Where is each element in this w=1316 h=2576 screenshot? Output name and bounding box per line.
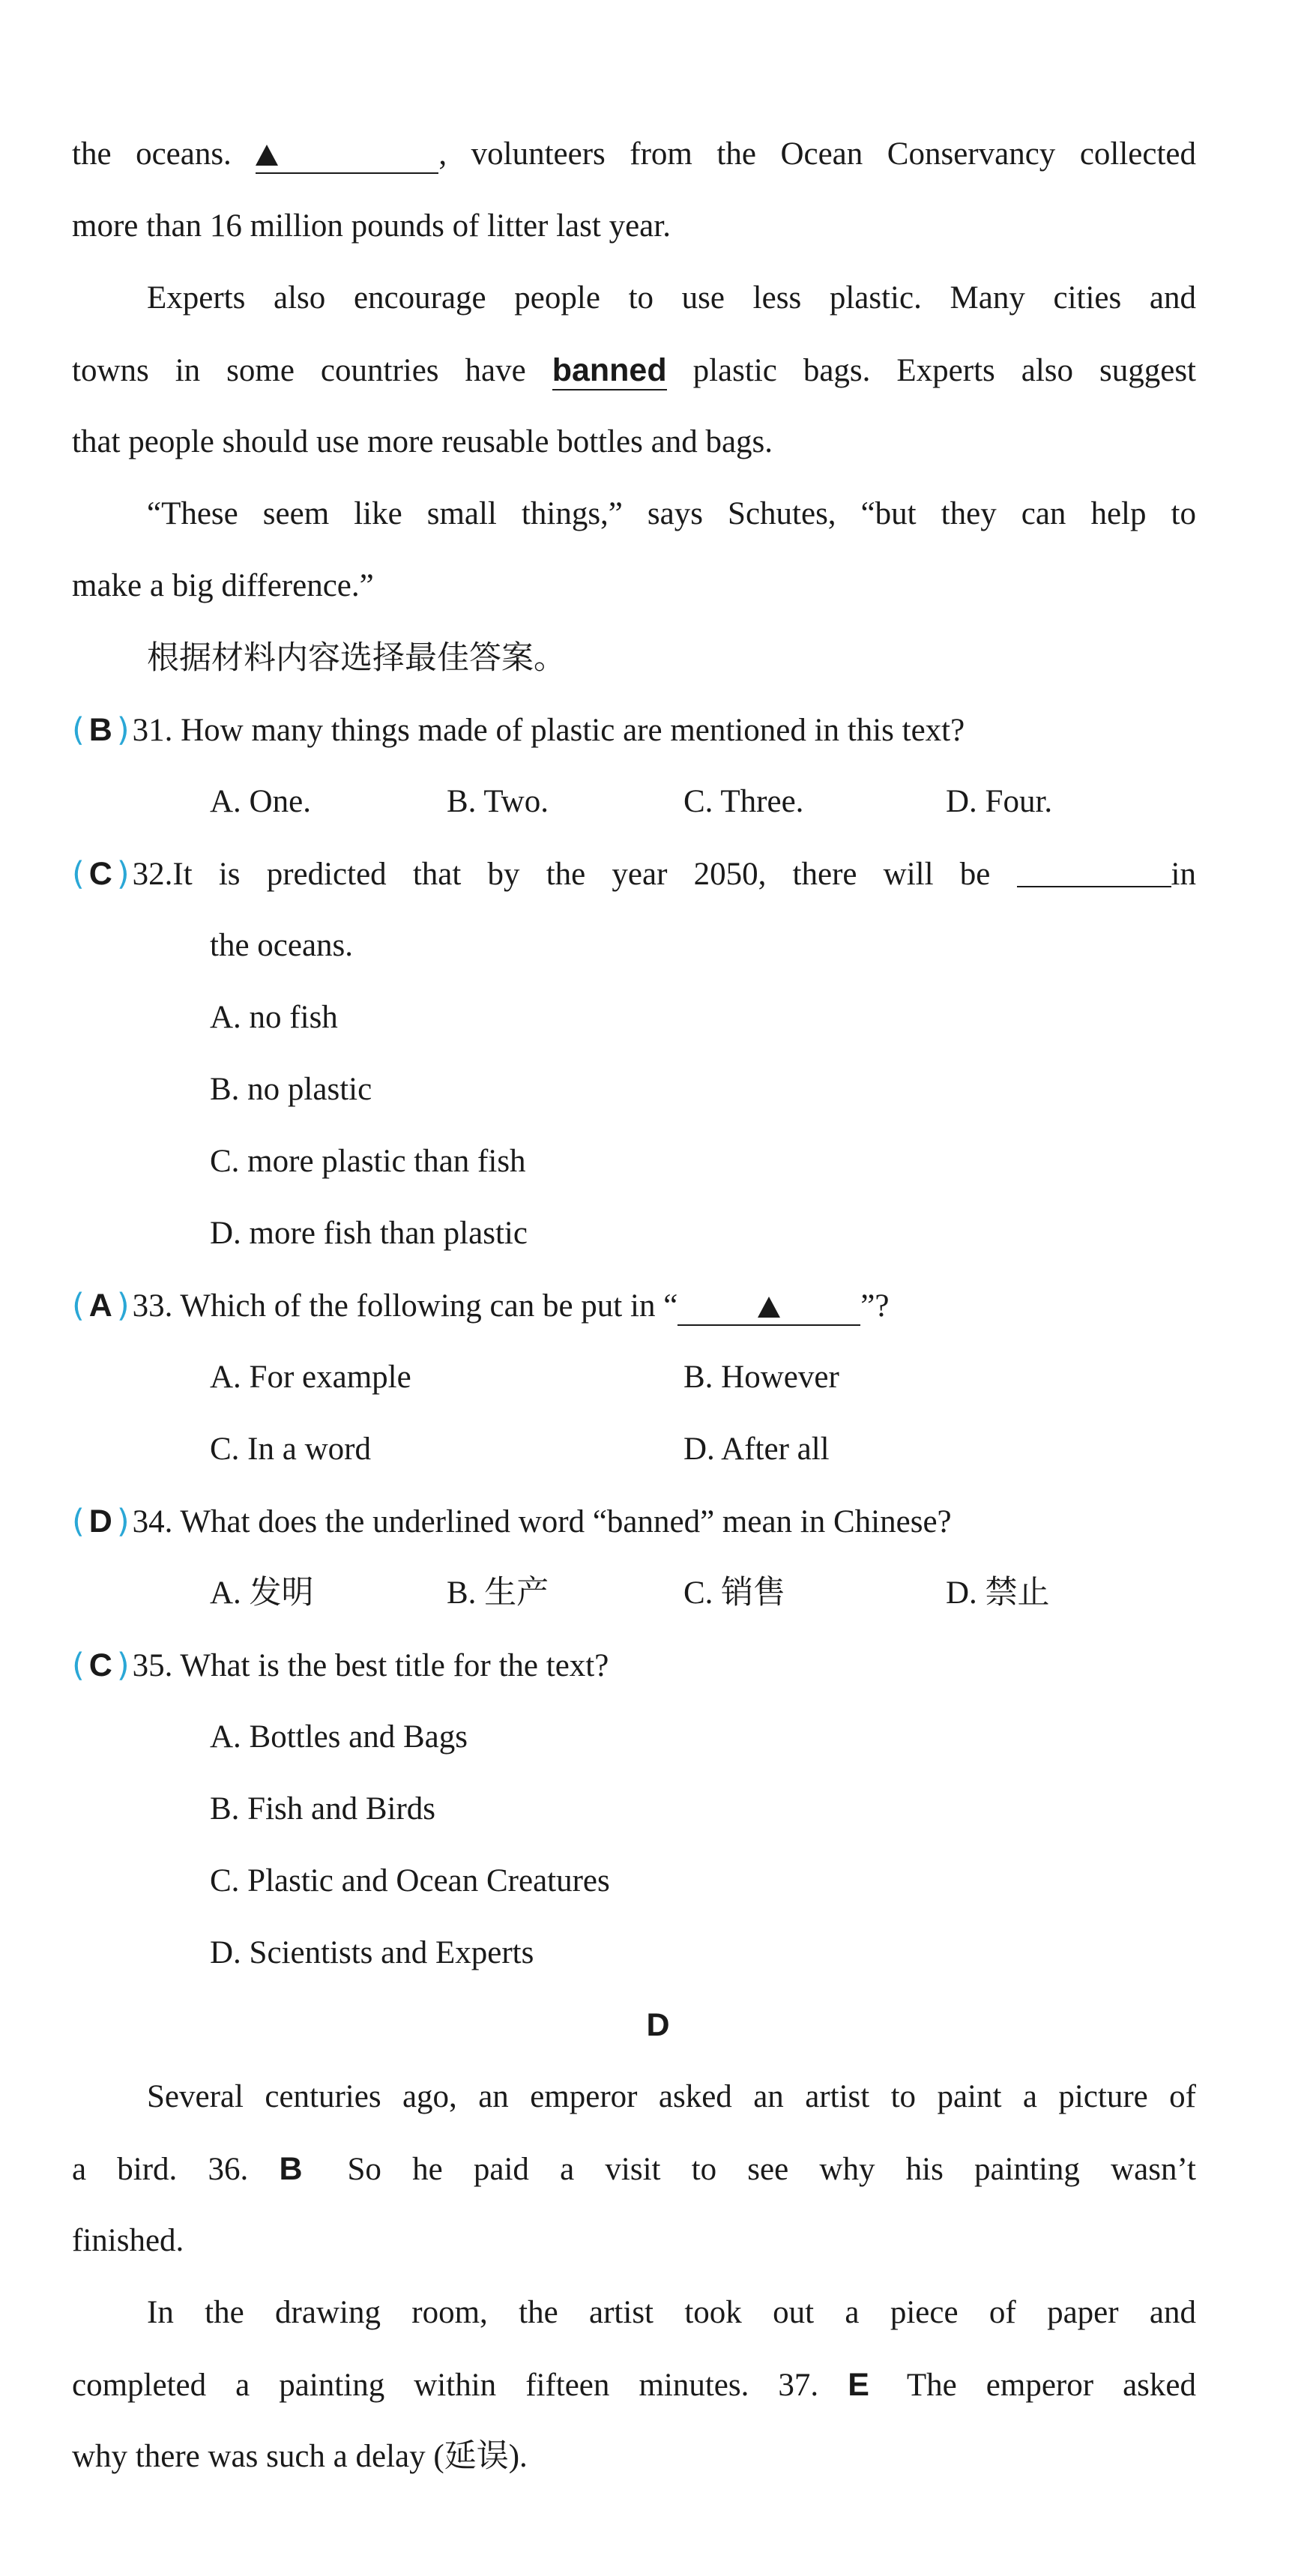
- question-34: [72, 1500, 1196, 1543]
- option: D. After all: [683, 1432, 830, 1467]
- option: C. Plastic and Ocean Creatures: [210, 1863, 610, 1898]
- passage-line: why there was such a delay (延误).: [72, 2439, 528, 2474]
- answer-letter: B: [279, 2151, 303, 2187]
- question-number: 33.: [132, 1288, 173, 1324]
- triangle-icon: [256, 145, 278, 166]
- text: towns in some countries have: [72, 353, 552, 388]
- paren-open: (: [72, 855, 85, 893]
- question-text: in: [1171, 857, 1196, 892]
- option: A. Bottles and Bags: [210, 1719, 468, 1755]
- option: A. no fish: [210, 1000, 338, 1035]
- passage-line: [72, 2364, 1196, 2407]
- triangle-icon: [758, 1297, 780, 1318]
- question-number: 31.: [132, 713, 173, 748]
- question-text: What is the best title for the text?: [180, 1648, 609, 1683]
- question-text: ”?: [860, 1288, 890, 1324]
- option: C. In a word: [210, 1432, 371, 1467]
- question-text: It is predicted that by the year 2050, there will be: [172, 857, 1017, 892]
- passage-line: that people should use more reusable bottles and bags.: [72, 424, 773, 459]
- passage-line: more than 16 million pounds of litter last year.: [72, 208, 671, 244]
- question-number: 34.: [132, 1504, 173, 1539]
- section-heading: D: [646, 2007, 670, 2043]
- text: completed a painting within fifteen minutes. 37.: [72, 2368, 848, 2403]
- passage-line: [72, 2148, 1196, 2191]
- passage-line: Several centuries ago, an emperor asked an artist to paint a picture of: [147, 2079, 1196, 2114]
- option: D. 禁止: [946, 1575, 1050, 1611]
- text: a bird. 36.: [72, 2152, 280, 2187]
- answer-blank: [1017, 856, 1171, 887]
- question-text: Which of the following can be put in “: [180, 1288, 678, 1324]
- option: A. 发明: [210, 1575, 314, 1611]
- paren-open: (: [72, 1503, 85, 1540]
- question-33: [72, 1285, 1196, 1327]
- paren-open: (: [72, 1287, 85, 1324]
- question-35: [72, 1644, 1196, 1687]
- text: plastic bags. Experts also suggest: [666, 353, 1196, 388]
- answer-letter: D: [88, 1503, 112, 1539]
- passage-line: In the drawing room, the artist took out a piece of paper and: [147, 2295, 1196, 2330]
- question-text: the oceans.: [210, 928, 354, 963]
- question-text: How many things made of plastic are mentioned in this text?: [181, 713, 965, 748]
- paren-open: (: [72, 1647, 85, 1684]
- question-31: [72, 709, 1196, 752]
- option: B. Two.: [447, 784, 549, 819]
- passage-line: [72, 349, 1196, 392]
- answer-blank: [256, 142, 438, 174]
- text: So he paid a visit to see why his painting wasn’t: [347, 2152, 1196, 2187]
- option: B. 生产: [447, 1575, 549, 1611]
- option: D. Four.: [946, 784, 1053, 819]
- answer-letter: B: [88, 712, 112, 748]
- question-number: 35.: [132, 1648, 173, 1683]
- passage-line: make a big difference.”: [72, 568, 374, 603]
- paren-close: ): [116, 1503, 130, 1540]
- passage-line: [72, 133, 1196, 175]
- passage-line: “These seem like small things,” says Schutes, “but they can help to: [147, 496, 1196, 531]
- paren-close: ): [116, 1647, 130, 1684]
- question-32: [72, 853, 1196, 896]
- paren-close: ): [116, 1287, 130, 1324]
- option: B. Fish and Birds: [210, 1791, 436, 1827]
- passage-line: finished.: [72, 2223, 184, 2258]
- question-text: What does the underlined word “banned” mean in Chinese?: [180, 1504, 952, 1539]
- option: D. more fish than plastic: [210, 1216, 528, 1251]
- underlined-word: banned: [552, 352, 667, 390]
- question-number: 32.: [132, 857, 173, 892]
- option: A. For example: [210, 1360, 411, 1395]
- option: B. However: [683, 1360, 839, 1395]
- answer-blank: [677, 1294, 860, 1326]
- answer-letter: C: [88, 1647, 112, 1683]
- answer-letter: E: [848, 2367, 869, 2403]
- answer-letter: A: [88, 1288, 112, 1324]
- option: A. One.: [210, 784, 311, 819]
- option: D. Scientists and Experts: [210, 1935, 534, 1970]
- answer-letter: C: [88, 856, 112, 892]
- passage-line: Experts also encourage people to use less plastic. Many cities and: [147, 280, 1196, 316]
- paren-close: ): [116, 855, 130, 893]
- option: C. 销售: [683, 1575, 786, 1611]
- text: The emperor asked: [906, 2368, 1196, 2403]
- text: the oceans.: [72, 136, 256, 172]
- instruction: 根据材料内容选择最佳答案。: [147, 639, 566, 677]
- option: C. Three.: [683, 784, 804, 819]
- option: B. no plastic: [210, 1072, 372, 1107]
- option: C. more plastic than fish: [210, 1144, 526, 1179]
- paren-open: (: [72, 711, 85, 749]
- paren-close: ): [116, 711, 130, 749]
- text: , volunteers from the Ocean Conservancy collected: [438, 136, 1196, 172]
